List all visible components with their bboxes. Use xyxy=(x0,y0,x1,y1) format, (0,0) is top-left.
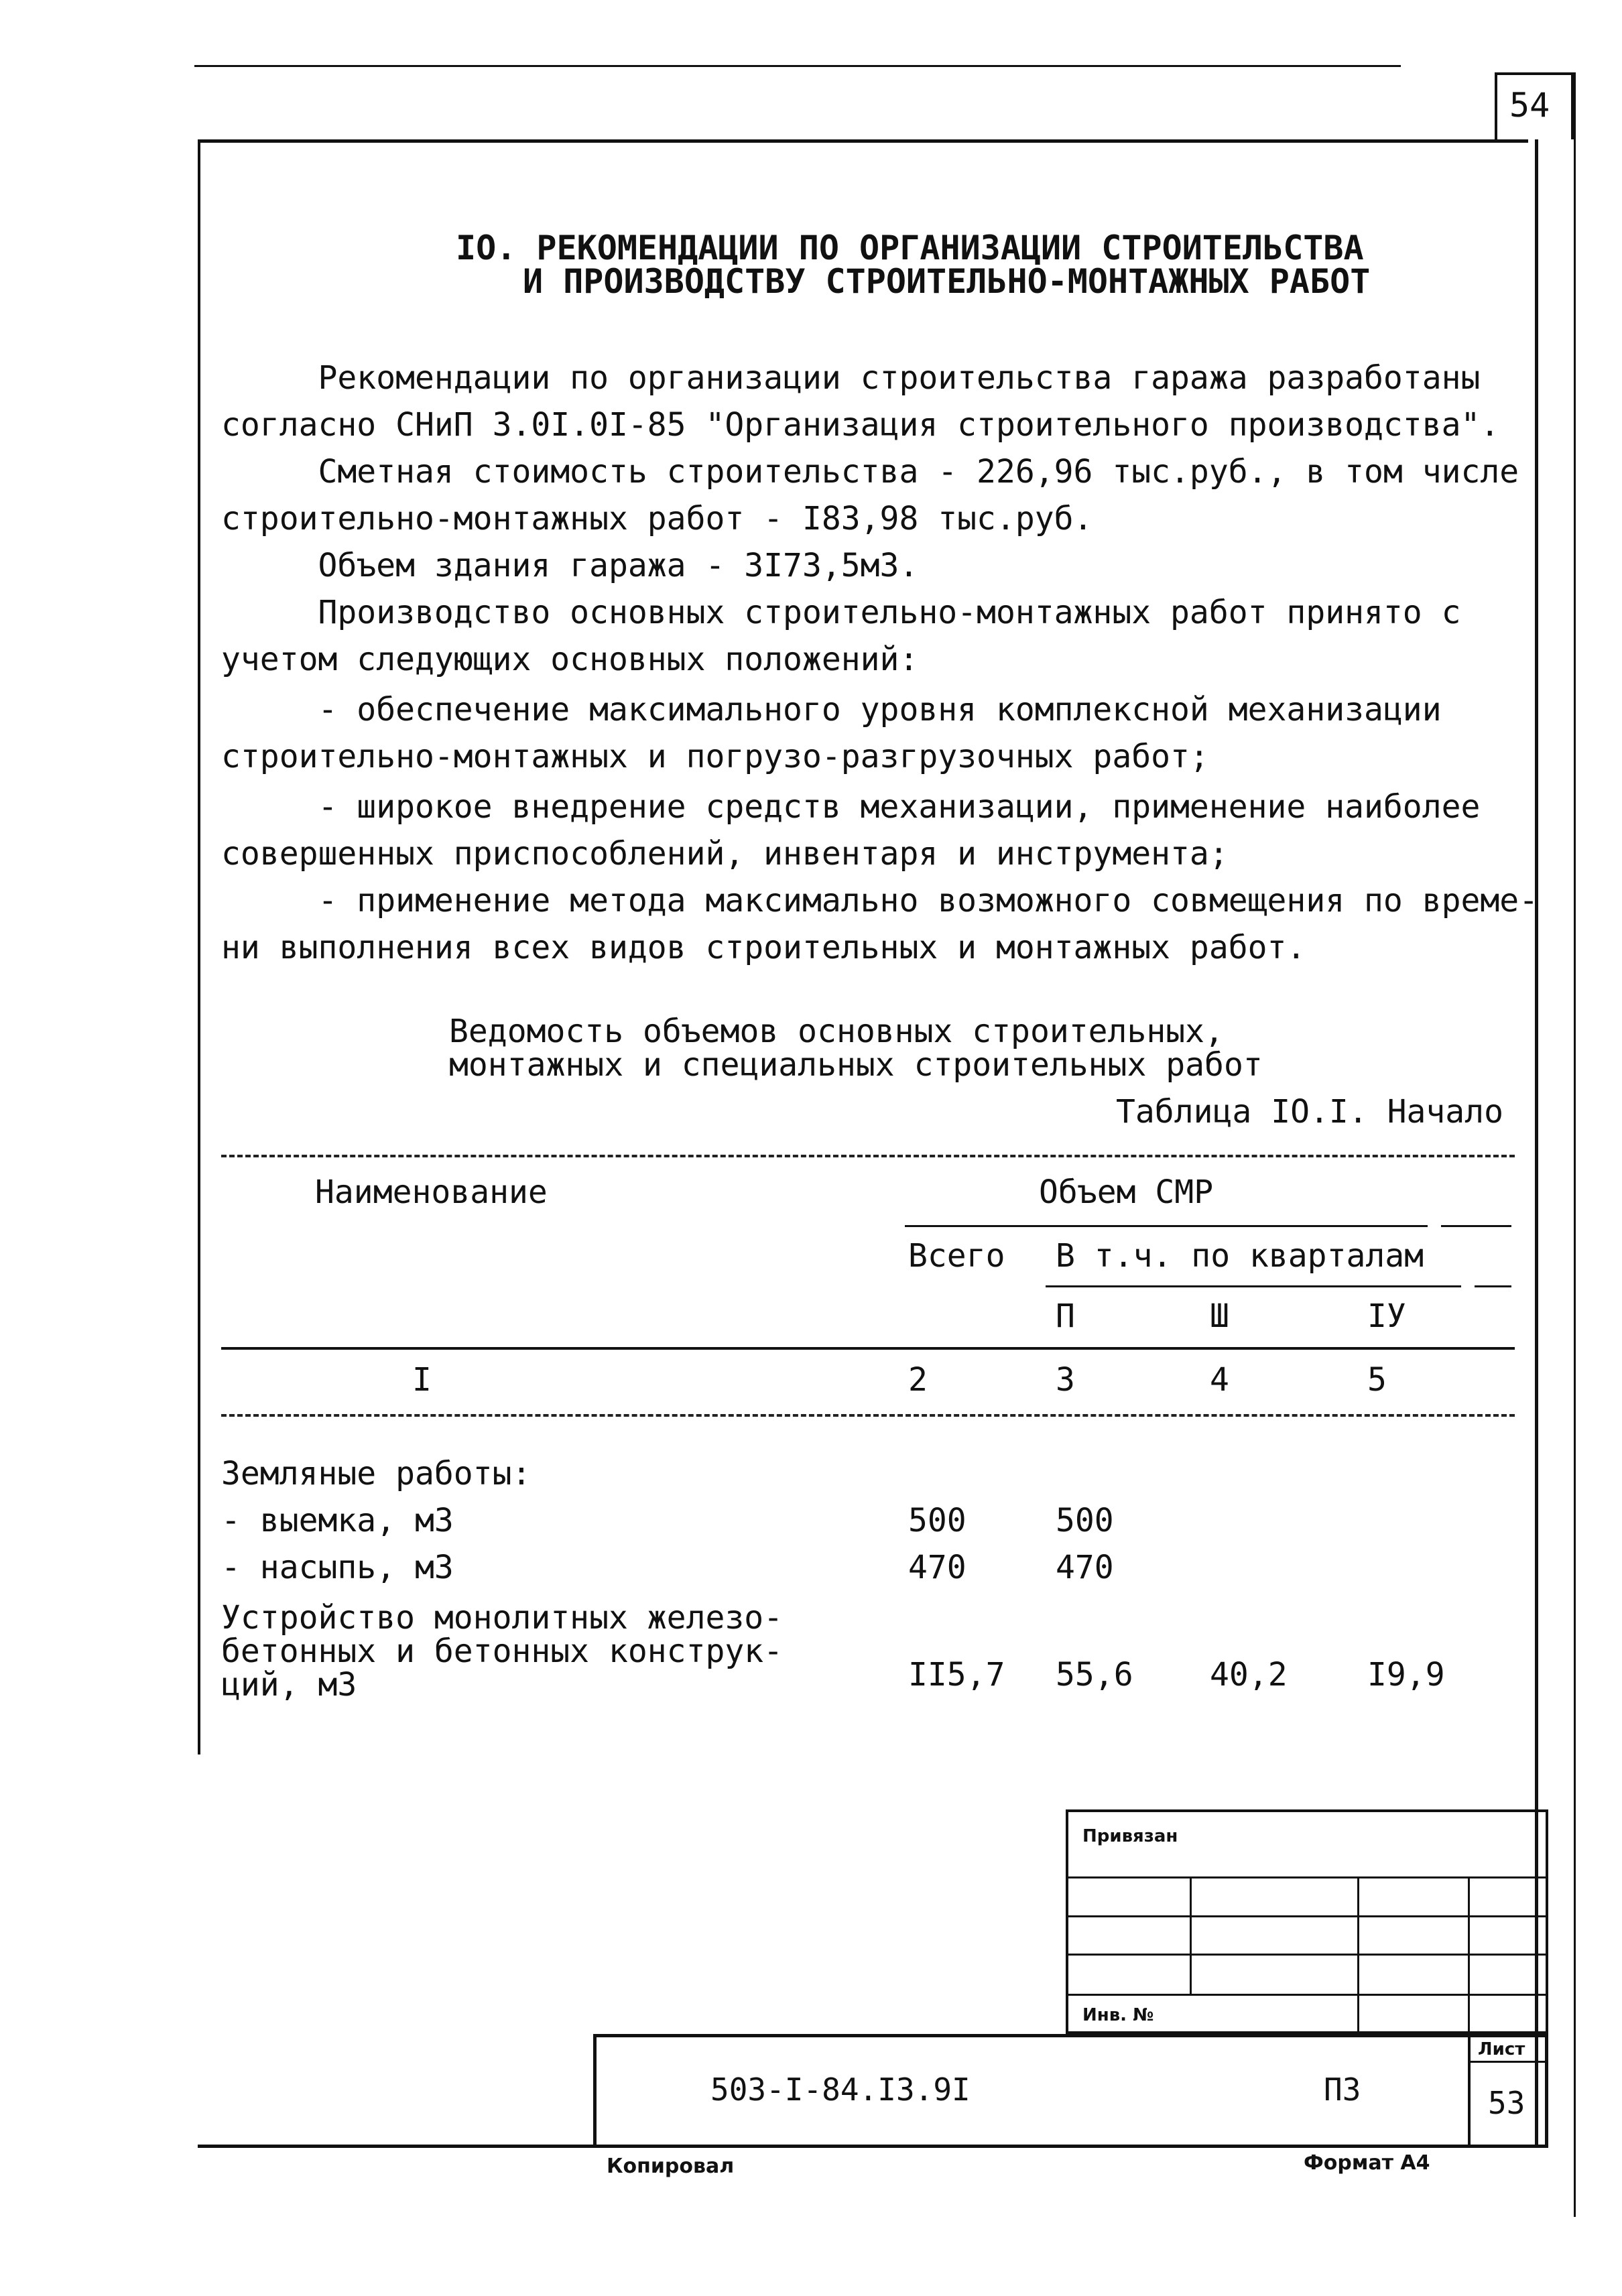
table-top-rule xyxy=(221,1155,1515,1157)
row-fill-name: - насыпь, м3 xyxy=(221,1549,454,1586)
row-excavation-total: 500 xyxy=(908,1502,966,1539)
quarter-3: Ш xyxy=(1210,1297,1229,1335)
col-number-2: 2 xyxy=(908,1361,928,1399)
right-edge-line xyxy=(1574,72,1576,2217)
body-line-13: ни выполнения всех видов строительных и монтажных работ. xyxy=(221,929,1306,966)
body-line-4: строительно-монтажных работ - I83,98 тыс.руб. xyxy=(221,500,1093,537)
body-line-12: - применение метода максимально возможного совмещения по време- xyxy=(221,882,1539,919)
stamp-row-line-3 xyxy=(1066,1954,1548,1956)
body-line-3: Сметная стоимость строительства - 226,96 тыс.руб., в том числе xyxy=(221,453,1519,491)
quarters-underline-tail xyxy=(1475,1285,1511,1287)
header-name: Наименование xyxy=(315,1173,548,1211)
body-line-2: согласно СНиП 3.0I.0I-85 "Организация строительного производства". xyxy=(221,406,1500,444)
stamp-col-line-3 xyxy=(1468,1876,1470,2034)
body-line-8: - обеспечение максимального уровня комплексной механизации xyxy=(221,691,1442,728)
section-title-line1: IO. РЕКОМЕНДАЦИИ ПО ОРГАНИЗАЦИИ СТРОИТЕЛЬСТВА xyxy=(456,229,1364,267)
stamp-inv-label: Инв. № xyxy=(1082,2005,1154,2025)
stamp-privyazan-label: Привязан xyxy=(1082,1826,1178,1846)
body-line-11: совершенных приспособлений, инвентаря и инструмента; xyxy=(221,835,1229,873)
row-fill-total: 470 xyxy=(908,1549,966,1586)
frame-left-line xyxy=(198,139,200,1755)
row-excavation-name: - выемка, м3 xyxy=(221,1502,454,1539)
stamp-col-line-1 xyxy=(1190,1876,1192,1994)
body-line-5: Объем здания гаража - 3I73,5м3. xyxy=(221,547,919,584)
table-caption-line2: монтажных и специальных строительных работ xyxy=(449,1046,1263,1084)
top-border-line xyxy=(194,65,1401,67)
header-total: Всего xyxy=(908,1237,1005,1275)
stamp-row-line-2 xyxy=(1066,1915,1548,1917)
row-concrete-total: II5,7 xyxy=(908,1656,1005,1694)
stamp-row-line-1 xyxy=(1066,1876,1548,1878)
row-concrete-q3: 40,2 xyxy=(1210,1656,1288,1694)
footer-copied: Копировал xyxy=(607,2155,735,2178)
colnum-bottom-rule xyxy=(221,1414,1515,1417)
quarter-2: П xyxy=(1056,1297,1075,1335)
footer-format: Формат А4 xyxy=(1304,2151,1430,2175)
header-quarters: В т.ч. по кварталам xyxy=(1056,1237,1424,1275)
body-line-6: Производство основных строительно-монтажных работ принято с xyxy=(221,594,1461,631)
stamp-sheet-divider xyxy=(1468,2034,1471,2148)
body-line-10: - широкое внедрение средств механизации, применение наиболее xyxy=(221,788,1481,826)
stamp-sheet-label-line xyxy=(1468,2061,1548,2063)
frame-top-line xyxy=(198,139,1528,143)
col-number-5: 5 xyxy=(1367,1361,1387,1399)
row-concrete-name-1: Устройство монолитных железо- xyxy=(221,1599,784,1637)
quarters-underline xyxy=(1046,1285,1461,1287)
volume-underline-tail xyxy=(1441,1225,1511,1227)
volume-underline xyxy=(905,1225,1428,1227)
row-fill-q2: 470 xyxy=(1056,1549,1114,1586)
page-number-top: 54 xyxy=(1509,86,1550,125)
header-bottom-rule xyxy=(221,1347,1515,1350)
stamp-doc-type: ПЗ xyxy=(1324,2071,1361,2108)
stamp-sheet-number: 53 xyxy=(1488,2085,1525,2121)
stamp-doc-code: 503-I-84.I3.9I xyxy=(710,2071,971,2108)
section-title-line2: И ПРОИЗВОДСТВУ СТРОИТЕЛЬНО-МОНТАЖНЫХ РАБОТ xyxy=(523,262,1371,301)
stamp-row-line-4 xyxy=(1066,1994,1548,1996)
col-number-1: I xyxy=(412,1361,432,1399)
body-line-9: строительно-монтажных и погрузо-разгрузочных работ; xyxy=(221,738,1209,775)
row-concrete-name-3: ций, м3 xyxy=(221,1666,357,1704)
row-excavation-q2: 500 xyxy=(1056,1502,1114,1539)
body-line-1: Рекомендации по организации строительства гаража разработаны xyxy=(221,359,1481,397)
header-volume: Объем СМР xyxy=(1039,1173,1214,1211)
quarter-4: IУ xyxy=(1367,1297,1406,1335)
stamp-col-line-2 xyxy=(1357,1876,1359,2034)
table-caption-line1: Ведомость объемов основных строительных, xyxy=(449,1013,1224,1050)
stamp-sheet-label: Лист xyxy=(1478,2039,1525,2059)
col-number-3: 3 xyxy=(1056,1361,1075,1399)
row-concrete-q2: 55,6 xyxy=(1056,1656,1133,1694)
table-label: Таблица IO.I. Начало xyxy=(1116,1093,1503,1131)
row-concrete-q4: I9,9 xyxy=(1367,1656,1445,1694)
row-earthworks-name: Земляные работы: xyxy=(221,1455,532,1492)
row-concrete-name-2: бетонных и бетонных конструк- xyxy=(221,1633,784,1670)
col-number-4: 4 xyxy=(1210,1361,1229,1399)
body-line-7: учетом следующих основных положений: xyxy=(221,641,919,678)
